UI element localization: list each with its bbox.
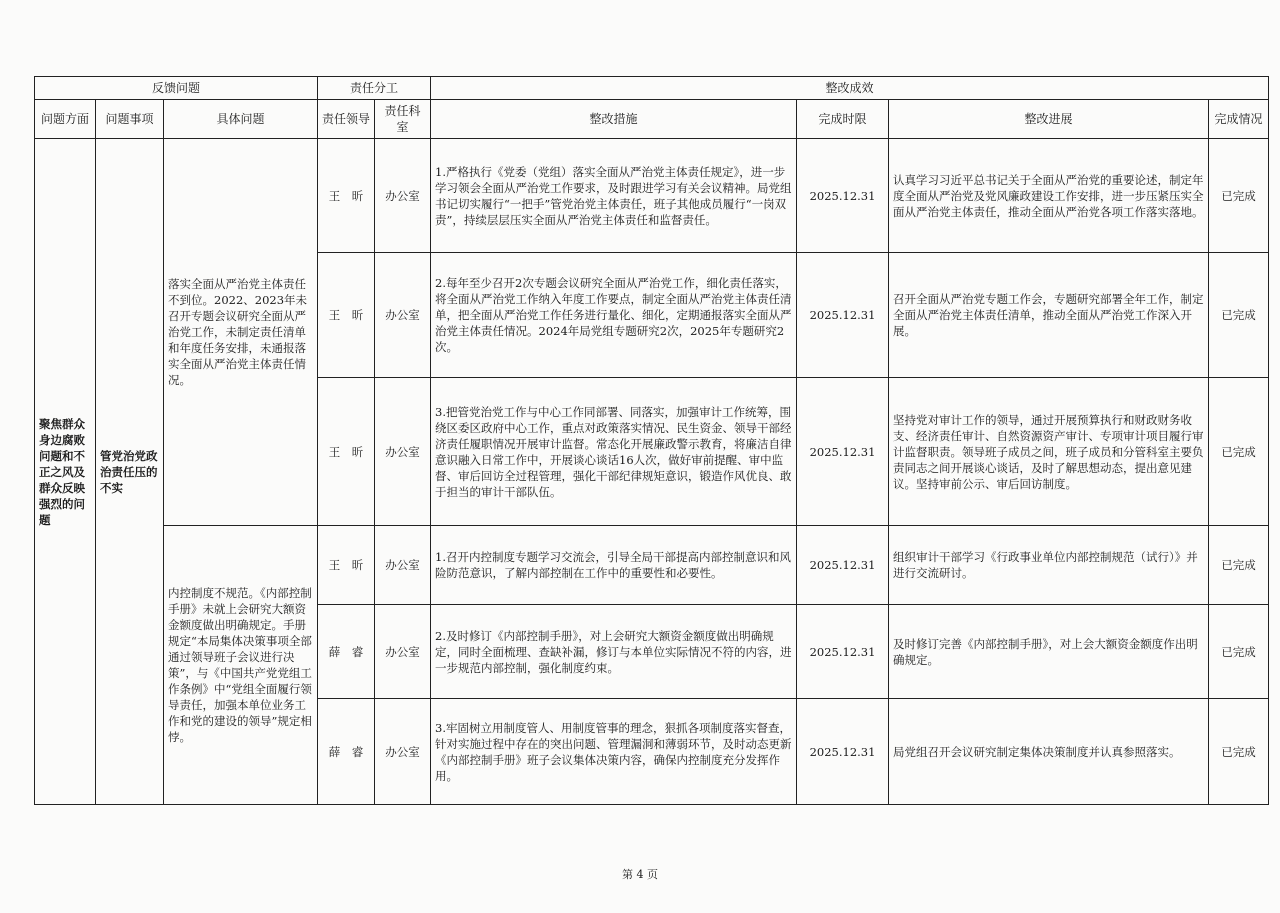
dept-cell: 办公室 xyxy=(375,253,431,378)
progress-cell: 召开全面从严治党专题工作会，专题研究部署全年工作，制定全面从严治党主体责任清单，推动全面从严治党工作深入开展。 xyxy=(889,253,1209,378)
progress-cell: 局党组召开会议研究制定集体决策制度并认真参照落实。 xyxy=(889,699,1209,805)
status-cell: 已完成 xyxy=(1209,526,1269,605)
problem-aspect: 聚焦群众身边腐败问题和不正之风及群众反映强烈的问题 xyxy=(35,139,96,805)
group-header-responsibility: 责任分工 xyxy=(318,77,431,100)
table-row xyxy=(35,139,1269,253)
table-row xyxy=(35,526,1269,605)
dept-cell: 办公室 xyxy=(375,605,431,699)
progress-cell: 认真学习习近平总书记关于全面从严治党的重要论述，制定年度全面从严治党及党风廉政建设工作安排，进一步压紧压实全面从严治党主体责任，推动全面从严治党各项工作落实落地。 xyxy=(889,139,1209,253)
header-dept: 责任科室 xyxy=(375,100,431,139)
deadline-cell: 2025.12.31 xyxy=(797,699,889,805)
deadline-cell: 2025.12.31 xyxy=(797,605,889,699)
header-deadline: 完成时限 xyxy=(797,100,889,139)
leader-cell: 王 昕 xyxy=(318,253,375,378)
header-leader: 责任领导 xyxy=(318,100,375,139)
leader-cell: 薛 睿 xyxy=(318,699,375,805)
rectification-table xyxy=(34,76,1269,805)
dept-cell: 办公室 xyxy=(375,378,431,526)
progress-cell: 组织审计干部学习《行政事业单位内部控制规范（试行）》并进行交流研讨。 xyxy=(889,526,1209,605)
leader-cell: 王 昕 xyxy=(318,378,375,526)
deadline-cell: 2025.12.31 xyxy=(797,139,889,253)
deadline-cell: 2025.12.31 xyxy=(797,378,889,526)
deadline-cell: 2025.12.31 xyxy=(797,253,889,378)
progress-cell: 坚持党对审计工作的领导，通过开展预算执行和财政财务收支、经济责任审计、自然资源资产审计、专项审计项目履行审计监督职责。领导班子成员之间，班子成员和分管科室主要负责同志之间开展谈心谈话，及时了解思想动态，提出意见建议。坚持审前公示、审后回访制度。 xyxy=(889,378,1209,526)
leader-cell: 薛 睿 xyxy=(318,605,375,699)
deadline-cell: 2025.12.31 xyxy=(797,526,889,605)
dept-cell: 办公室 xyxy=(375,699,431,805)
status-cell: 已完成 xyxy=(1209,378,1269,526)
leader-cell: 王 昕 xyxy=(318,526,375,605)
header-measures: 整改措施 xyxy=(431,100,797,139)
status-cell: 已完成 xyxy=(1209,605,1269,699)
leader-cell: 王 昕 xyxy=(318,139,375,253)
measure-cell: 2.及时修订《内部控制手册》，对上会研究大额资金额度做出明确规定，同时全面梳理、查缺补漏，修订与本单位实际情况不符的内容，进一步规范内部控制，强化制度约束。 xyxy=(431,605,797,699)
group-header-result: 整改成效 xyxy=(431,77,1269,100)
problem-item: 管党治党政治责任压的不实 xyxy=(96,139,164,805)
measure-cell: 1.严格执行《党委（党组）落实全面从严治党主体责任规定》，进一步学习领会全面从严治党工作要求，及时跟进学习有关会议精神。局党组书记切实履行“一把手”管党治党主体责任，班子其他成员履行“一岗双责”，持续层层压实全面从严治党主体责任和监督责任。 xyxy=(431,139,797,253)
dept-cell: 办公室 xyxy=(375,526,431,605)
measure-cell: 2.每年至少召开2次专题会议研究全面从严治党工作，细化责任落实，将全面从严治党工作纳入年度工作要点，制定全面从严治党主体责任清单，把全面从严治党工作任务进行量化、细化，定期通报落实全面从严治党主体责任情况。2024年局党组专题研究2次，2025年专题研究2次。 xyxy=(431,253,797,378)
header-specific: 具体问题 xyxy=(164,100,318,139)
status-cell: 已完成 xyxy=(1209,139,1269,253)
progress-cell: 及时修订完善《内部控制手册》，对上会大额资金额度作出明确规定。 xyxy=(889,605,1209,699)
measure-cell: 1.召开内控制度专题学习交流会，引导全局干部提高内部控制意识和风险防范意识，了解内部控制在工作中的重要性和必要性。 xyxy=(431,526,797,605)
header-item: 问题事项 xyxy=(96,100,164,139)
measure-cell: 3.牢固树立用制度管人、用制度管事的理念，狠抓各项制度落实督查，针对实施过程中存在的突出问题、管理漏洞和薄弱环节，及时动态更新《内部控制手册》班子会议集体决策内容，确保内控制度充分发挥作用。 xyxy=(431,699,797,805)
measure-cell: 3.把管党治党工作与中心工作同部署、同落实，加强审计工作统筹，围绕区委区政府中心工作，重点对政策落实情况、民生资金、领导干部经济责任履职情况开展审计监督。常态化开展廉政警示教育，将廉洁自律意识融入日常工作中，开展谈心谈话16人次，做好审前提醒、审中监督、审后回访全过程管理，强化干部纪律规矩意识，锻造作风优良、敢于担当的审计干部队伍。 xyxy=(431,378,797,526)
specific-problem-2: 内控制度不规范。《内部控制手册》未就上会研究大额资金额度做出明确规定。手册规定“本局集体决策事项全部通过领导班子会议进行决策”，与《中国共产党党组工作条例》中“党组全面履行领导责任，加强本单位业务工作和党的建设的领导”规定相悖。 xyxy=(164,526,318,805)
status-cell: 已完成 xyxy=(1209,253,1269,378)
header-progress: 整改进展 xyxy=(889,100,1209,139)
dept-cell: 办公室 xyxy=(375,139,431,253)
specific-problem-1: 落实全面从严治党主体责任不到位。2022、2023年未召开专题会议研究全面从严治党工作，未制定责任清单和年度任务安排，未通报落实全面从严治党主体责任情况。 xyxy=(164,139,318,526)
group-header-feedback: 反馈问题 xyxy=(35,77,318,100)
status-cell: 已完成 xyxy=(1209,699,1269,805)
header-aspect: 问题方面 xyxy=(35,100,96,139)
page-number: 第 4 页 xyxy=(622,868,658,881)
header-status: 完成情况 xyxy=(1209,100,1269,139)
